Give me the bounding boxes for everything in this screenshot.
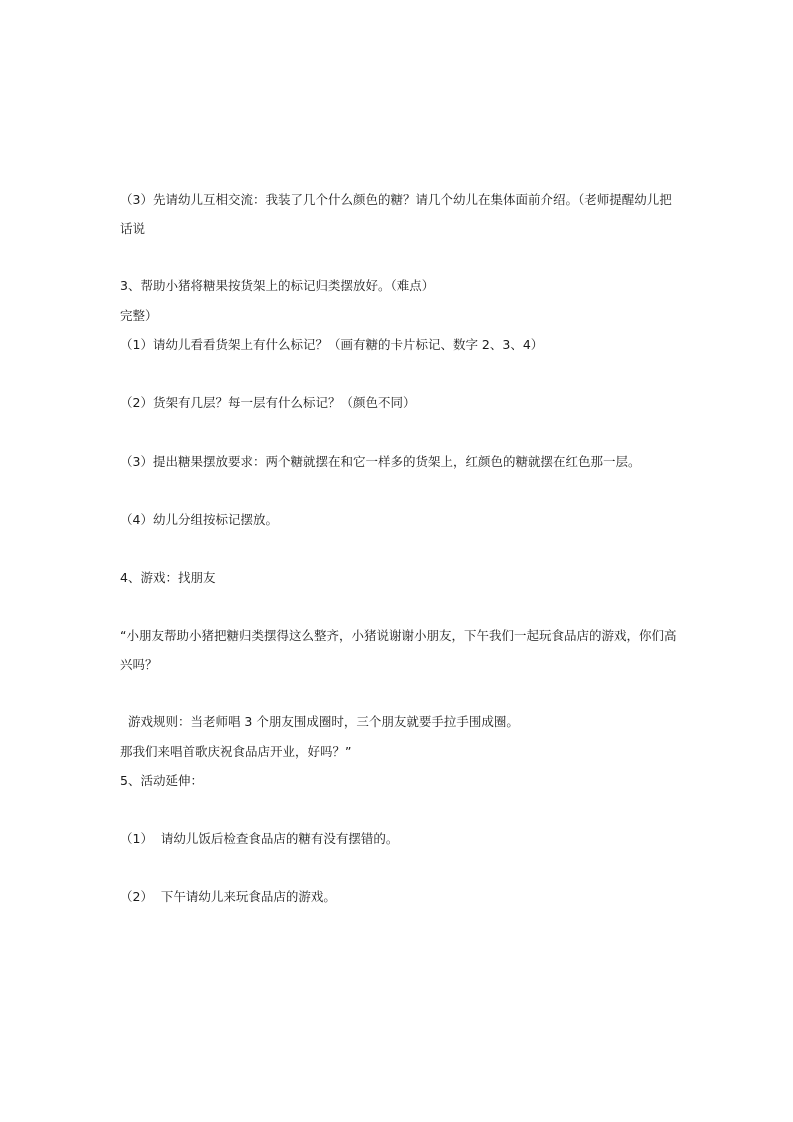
text-line: （1） 请幼儿饭后检查食品店的糖有没有摆错的。 [120,831,399,846]
text-line: “小朋友帮助小猪把糖归类摆得这么整齐，小猪说谢谢小朋友，下午我们一起玩食品店的游戏，你们高兴吗？ [120,628,677,672]
text-line: 完整） [120,308,158,323]
text-line: 5、活动延伸： [120,773,203,788]
text-line: （2） 下午请幼儿来玩食品店的游戏。 [120,889,336,904]
text-line: 4、游戏：找朋友 [120,570,216,585]
text-line: （2）货架有几层？每一层有什么标记？（颜色不同） [120,395,416,410]
text-line: （1）请幼儿看看货架上有什么标记？（画有糖的卡片标记、数字 2、3、4） [120,337,544,352]
text-line: （3）提出糖果摆放要求：两个糖就摆在和它一样多的货架上，红颜色的糖就摆在红色那一层。 [120,454,641,469]
text-line: （4）幼儿分组按标记摆放。 [120,512,278,527]
text-line: 3、帮助小猪将糖果按货架上的标记归类摆放好。（难点） [120,278,435,293]
text-line: 那我们来唱首歌庆祝食品店开业，好吗？” [120,744,352,759]
text-line: （3）先请幼儿互相交流：我装了几个什么颜色的糖？请几个幼儿在集体面前介绍。（老师提醒幼儿把话说 [120,192,672,236]
paragraph-5-2 [120,824,680,969]
text-line: 游戏规则：当老师唱 3 个朋友围成圈时，三个朋友就要手拉手围成圈。 [120,714,519,729]
